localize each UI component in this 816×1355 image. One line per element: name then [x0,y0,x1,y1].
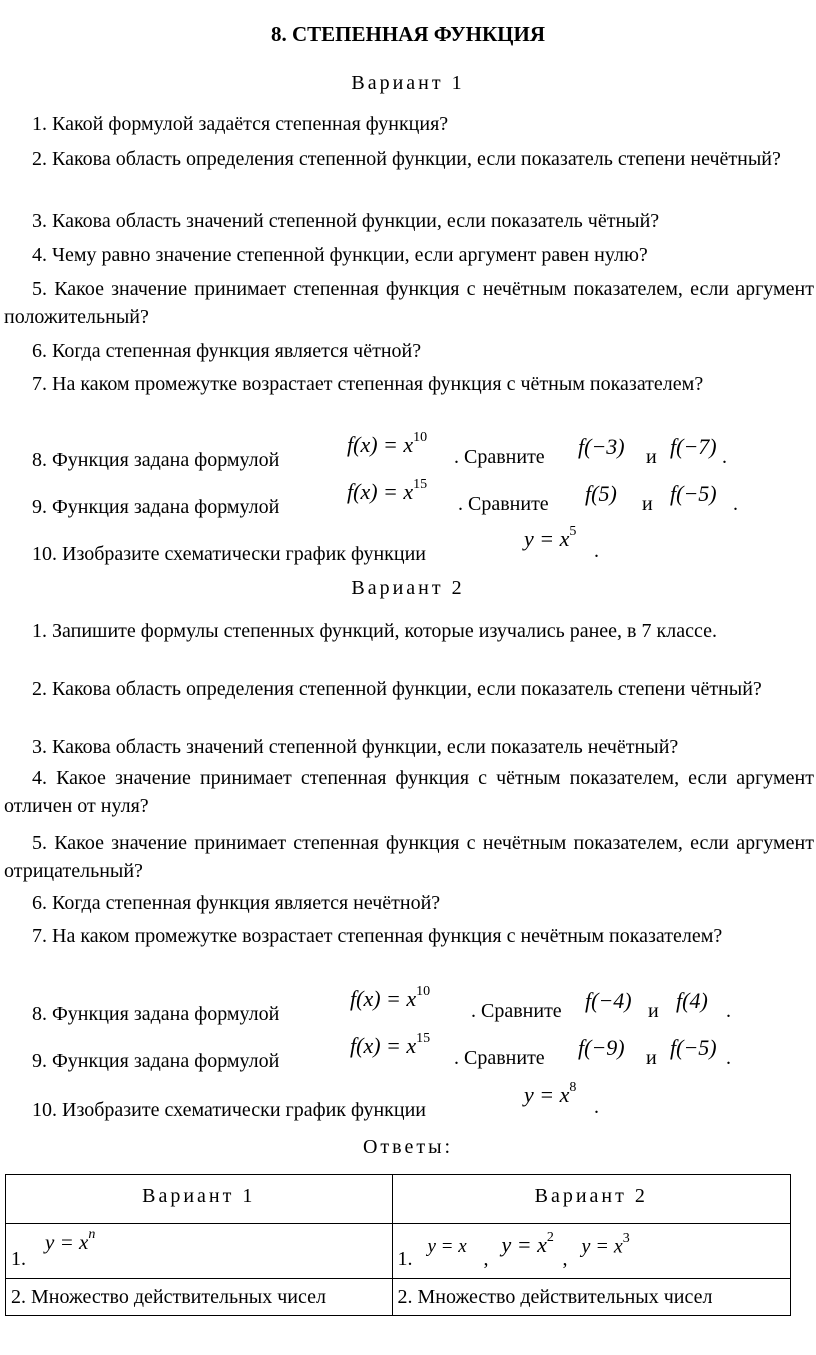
answer-v1-2: 2. Множество действительных чисел [6,1279,393,1316]
answers-row-2 [6,1279,791,1316]
v2-question-4: 4. Какое значение принимает степенная функция с чётным показателем, если аргумент отличен от нуля? [4,767,814,817]
v1-q8-value-a: f(−3) [578,434,625,459]
answer-v1-1-formula-base: y = x [45,1230,89,1254]
v2-q8-text: 8. Функция задана формулой [32,1003,280,1025]
v1-question-5: 5. Какое значение принимает степенная функция с нечётным показателем, если аргумент положительный? [4,278,814,328]
v2-q10-end: . [594,1096,599,1118]
variant-1-heading: Вариант 1 [351,72,465,94]
v1-q9-value-b: f(−5) [670,481,717,506]
v1-question-7: 7. На каком промежутке возрастает степенная функция с чётным показателем? [32,373,704,395]
answer-v2-1-formula-3 [581,1231,630,1259]
v2-q8-exponent: 10 [416,983,431,999]
v1-q9-formula-base: f(x) = x [347,479,414,504]
v2-q8-and: и [648,1000,659,1022]
answer-v2-1-formula-2 [501,1229,554,1258]
variant-2-heading: Вариант 2 [351,577,465,599]
v1-q8-value-b: f(−7) [670,434,717,459]
v1-q9-exponent: 15 [413,476,428,492]
v1-q9-text: 9. Функция задана формулой [32,496,280,518]
v2-q8-end: . [726,1000,731,1022]
answer-v2-1-formula-2-base: y = x [501,1232,547,1257]
v1-question-2: 2. Какова область определения степенной функции, если показатель степени нечётный? [32,148,781,170]
answer-v1-1-formula [45,1227,96,1255]
v1-q9-end: . [733,493,738,515]
answer-v2-1-content [398,1228,786,1274]
v2-question-3: 3. Какова область значений степенной функции, если показатель нечётный? [32,736,679,758]
v1-q9-compare: . Сравните [458,493,549,515]
v2-q10-formula-base: y = x [524,1082,570,1107]
v2-question-6: 6. Когда степенная функция является нечётной? [32,892,441,914]
v2-q8-formula [350,983,431,1012]
v1-q8-compare: . Сравните [454,446,545,468]
v2-question-5: 5. Какое значение принимает степенная функция с нечётным показателем, если аргумент отрицательный? [4,832,814,882]
answer-v2-1-formula-3-exponent: 3 [622,1231,630,1246]
answer-v2-1-number: 1. [397,1248,413,1270]
v1-q8-text: 8. Функция задана формулой [32,449,280,471]
v2-q9-exponent: 15 [416,1030,431,1046]
v1-q8-formula [347,429,428,458]
v1-q9-value-a: f(5) [585,481,617,506]
answer-v2-2: 2. Множество действительных чисел [392,1279,791,1316]
v2-question-7: 7. На каком промежутке возрастает степенная функция с нечётным показателем? [32,925,723,947]
answer-v2-1-separator-1: , [483,1248,489,1270]
v2-q9-end: . [726,1047,731,1069]
answers-header-row [6,1175,791,1224]
answer-v1-1 [6,1224,393,1279]
answer-v2-1-formula-1: y = x [427,1236,467,1257]
v1-q8-exponent: 10 [413,429,428,445]
answers-table [5,1174,791,1316]
answer-v2-1 [392,1224,791,1279]
v2-q9-text: 9. Функция задана формулой [32,1050,280,1072]
v1-q10-end: . [594,540,599,562]
v2-q8-compare: . Сравните [471,1000,562,1022]
answer-v2-1-formula-2-exponent: 2 [546,1229,554,1245]
v1-question-6: 6. Когда степенная функция является чётной? [32,340,422,362]
answers-col-variant-1: Вариант 1 [6,1175,393,1224]
answers-heading: Ответы: [362,1136,454,1158]
v2-q10-formula [524,1079,577,1108]
v1-q8-end: . [722,446,727,468]
v2-question-2: 2. Какова область определения степенной функции, если показатель степени чётный? [32,678,762,700]
v2-q10-text: 10. Изобразите схематически график функции [32,1099,426,1121]
v1-question-1: 1. Какой формулой задаётся степенная функция? [32,113,449,135]
v2-q10-exponent: 8 [569,1079,577,1095]
v1-question-3: 3. Какова область значений степенной функции, если показатель чётный? [32,210,660,232]
v2-q9-value-b: f(−5) [670,1035,717,1060]
v2-q9-formula-base: f(x) = x [350,1033,417,1058]
v2-q8-value-a: f(−4) [585,988,632,1013]
v1-q8-and: и [646,446,657,468]
v2-question-1: 1. Запишите формулы степенных функций, которые изучались ранее, в 7 классе. [32,620,717,642]
page-title: 8. СТЕПЕННАЯ ФУНКЦИЯ [270,22,545,46]
v1-q9-formula [347,476,428,505]
v2-q8-value-b: f(4) [676,988,708,1013]
answers-col-variant-2: Вариант 2 [392,1175,791,1224]
v1-q10-text: 10. Изобразите схематически график функции [32,543,426,565]
v1-q10-formula-base: y = x [524,526,570,551]
v2-q8-formula-base: f(x) = x [350,986,417,1011]
v2-q9-and: и [646,1047,657,1069]
answer-v2-1-formula-3-base: y = x [581,1235,623,1258]
answer-v2-1-separator-2: , [562,1248,568,1270]
v1-q8-formula-base: f(x) = x [347,432,414,457]
v2-q9-value-a: f(−9) [578,1035,625,1060]
v1-q9-and: и [642,493,653,515]
v1-q10-exponent: 5 [569,523,577,539]
v2-q9-formula [350,1030,431,1059]
v1-q10-formula [524,523,577,552]
answer-v1-1-content [11,1228,387,1274]
answer-v1-1-number: 1. [11,1248,26,1270]
v1-question-4: 4. Чему равно значение степенной функции, если аргумент равен нулю? [32,244,648,266]
answer-v1-1-exponent: n [88,1227,96,1242]
answers-row-1 [6,1224,791,1279]
v2-q9-compare: . Сравните [454,1047,545,1069]
